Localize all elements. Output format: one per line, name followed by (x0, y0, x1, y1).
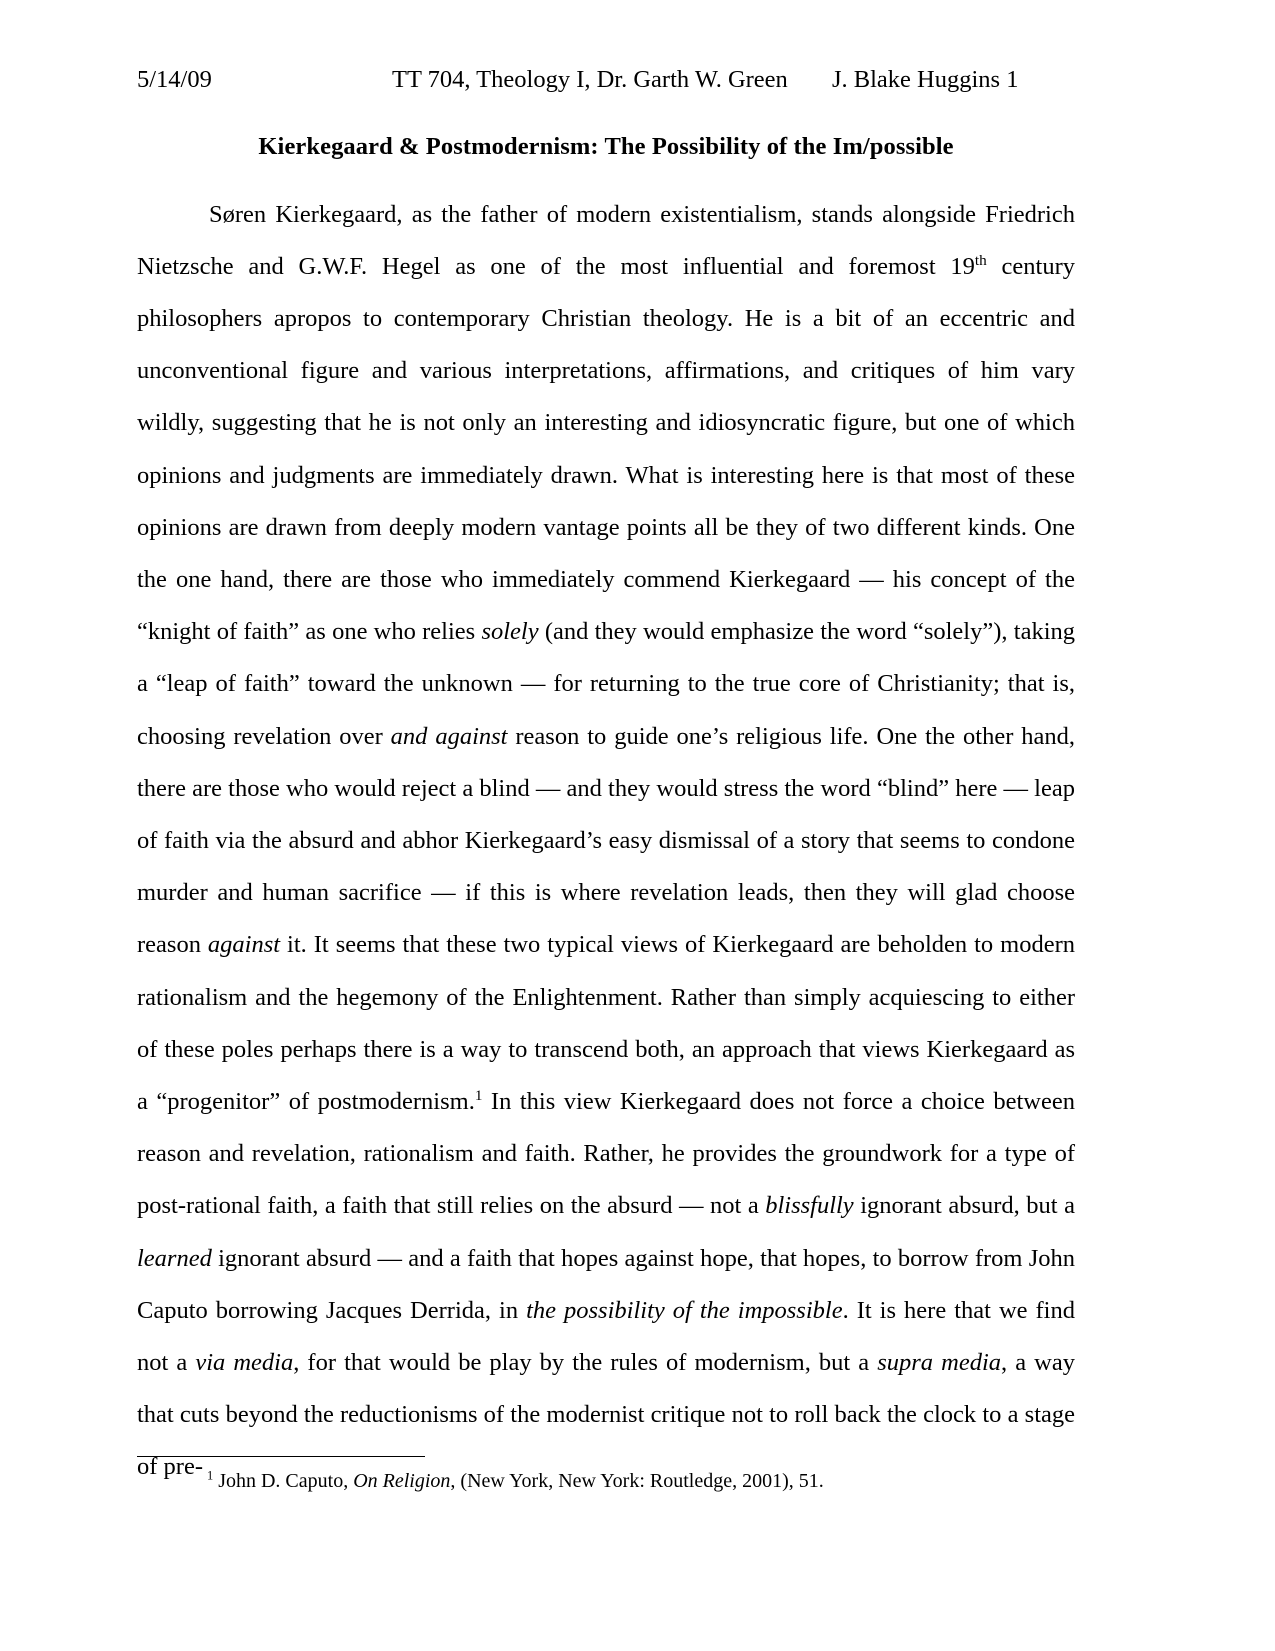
body-paragraph: Søren Kierkegaard, as the father of modern existentialism, stands alongside Friedrich Nietzsche and G.W.F. Hegel as one of the most influential and foremost 19th century philosophers apropos to contemporary Christian theology. He is a bit of an eccentric and unconventional figure and various interpretations, affirmations, and critiques of him vary wildly, suggesting that he is not only an interesting and idiosyncratic figure, but one of which opinions and judgments are immediately drawn. What is interesting here is that most of these opinions are drawn from deeply modern vantage points all be they of two different kinds. One the one hand, there are those who immediately commend Kierkegaard — his concept of the “knight of faith” as one who relies solely (and they would emphasize the word “solely”), taking a “leap of faith” toward the unknown — for returning to the true core of Christianity; that is, choosing revelation over and against reason to guide one’s religious life. One the other hand, there are those who would reject a blind — and they would stress the word “blind” here — leap of faith via the absurd and abhor Kierkegaard’s easy dismissal of a story that seems to condone murder and human sacrifice — if this is where revelation leads, then they will glad choose reason against it. It seems that these two typical views of Kierkegaard are beholden to modern rationalism and the hegemony of the Enlightenment. Rather than simply acquiescing to either of these poles perhaps there is a way to transcend both, an approach that views Kierkegaard as a “progenitor” of postmodernism.$^1$ In this view Kierkegaard does not force a choice between reason and revelation, rationalism and faith. Rather, he provides the groundwork for a type of post-rational faith, a faith that still relies on the absurd — not a blissfully ignorant absurd, but a learned ignorant absurd — and a faith that hopes against hope, that hopes, to borrow from John Caputo borrowing Jacques Derrida, in the possibility of the impossible. It is here that we find not a via media, for that would be play by the rules of modernism, but a supra media, a way that cuts beyond the reductionisms of the modernist critique not to roll back the clock to a stage of pre- (137, 200, 1076, 1481)
header-date: 5/14/09 (137, 66, 212, 93)
header-course-info: TT 704, Theology I, Dr. Garth W. Green (392, 66, 788, 93)
superscript-text: 1 (474, 1086, 483, 1104)
emphasis-text: On Religion (353, 1470, 451, 1492)
footnote-citation: John D. Caputo, On Religion, (New York, New York: Routledge, 2001), 51. (213, 1470, 824, 1492)
emphasis-text: solely (481, 618, 539, 646)
footnote-area (137, 1456, 1075, 1494)
header-author-and-page-number: J. Blake Huggins 1 (832, 66, 1019, 93)
emphasis-text: via media (195, 1348, 294, 1376)
emphasis-text: learned (137, 1244, 212, 1272)
emphasis-text: and against (390, 722, 508, 750)
page-title: Kierkegaard & Postmodernism: The Possibility of the Im/possible (258, 133, 954, 160)
emphasis-text: blissfully (765, 1192, 854, 1220)
running-header (137, 68, 1075, 116)
emphasis-text: supra media (877, 1348, 1002, 1376)
footnote-separator-rule (137, 1456, 425, 1457)
page-content (137, 0, 1075, 1494)
footnote-marker: 1 (207, 1468, 214, 1483)
emphasis-text: the possibility of the impossible (526, 1296, 843, 1324)
footnote-entry (137, 1469, 1075, 1494)
emphasis-text: against (207, 931, 281, 959)
superscript-text: th (974, 251, 987, 269)
